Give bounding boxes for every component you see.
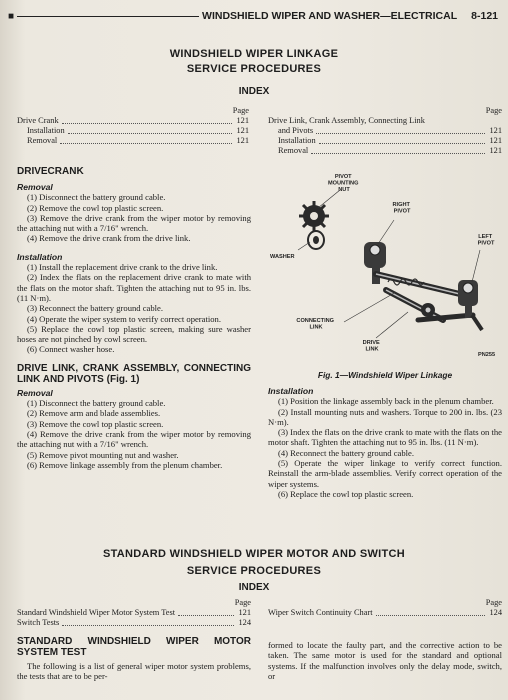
drivecrank-heading: DRIVECRANK xyxy=(17,166,84,177)
step: (5) Replace the cowl top plastic screen, making sure washer hoses are not pinched by cowl screen. xyxy=(17,323,251,345)
step: (4) Operate the wiper system to verify correct operation. xyxy=(27,313,221,324)
step: (2) Remove arm and blade assemblies. xyxy=(27,408,161,419)
motor-left-text xyxy=(17,636,251,682)
index-entry xyxy=(17,608,251,618)
index-entry xyxy=(268,608,502,618)
index-entry-page: 121 xyxy=(236,136,249,146)
label-connecting-link: CONNECTING LINK xyxy=(296,318,335,331)
step: (3) Remove the drive crank from the wiper motor by removing the attaching nut with a 7/16" wrench. xyxy=(17,212,251,234)
step: (1) Disconnect the battery ground cable. xyxy=(27,192,166,203)
motor-index-left xyxy=(17,598,251,628)
section-title: WINDSHIELD WIPER LINKAGE xyxy=(169,48,339,60)
index-entry xyxy=(268,126,502,136)
index-entry xyxy=(268,136,502,146)
step: (2) Index the flats on the replacement drive crank to mate with the flats on the motor shaft. Tighten the attaching nut to 95 in. lbs. (11 N·m). xyxy=(17,272,251,303)
motor-test-heading: STANDARD WINDSHIELD WIPER MOTOR SYSTEM TEST xyxy=(17,636,251,658)
figure-caption: Fig. 1—Windshield Wiper Linkage xyxy=(317,370,453,380)
installation-heading: Installation xyxy=(17,251,63,262)
index-entry-label: Standard Windshield Wiper Motor System Test xyxy=(17,608,176,618)
index-entry-label: Switch Tests xyxy=(17,618,60,628)
removal-heading: Removal xyxy=(17,387,53,398)
step: (1) Position the linkage assembly back in the plenum chamber. xyxy=(278,396,494,407)
pivot-nut-drawing xyxy=(299,201,329,231)
index-page-label: Page xyxy=(232,106,249,115)
label-washer: WASHER xyxy=(270,254,295,260)
step: (2) Install mounting nuts and washers. Torque to 200 in. lbs. (23 N·m). xyxy=(268,406,502,427)
section-subtitle: SERVICE PROCEDURES xyxy=(186,63,322,75)
step: (1) Install the replacement drive crank to the drive link. xyxy=(27,262,218,273)
motor-index-heading: INDEX xyxy=(238,582,270,593)
step: (6) Connect washer hose. xyxy=(27,344,115,355)
left-column xyxy=(17,166,251,470)
index-entry-label: Installation xyxy=(278,136,316,146)
installation-heading: Installation xyxy=(268,386,314,396)
index-heading: INDEX xyxy=(238,86,270,97)
index-entry-page: 124 xyxy=(238,618,251,628)
index-entry-label: Installation xyxy=(27,126,65,136)
wiper-linkage-figure xyxy=(268,170,502,368)
label-pivot-nut: PIVOT MOUNTING NUT xyxy=(327,174,359,193)
index-right xyxy=(268,106,502,156)
step: (4) Remove the drive crank from the drive link. xyxy=(27,233,191,244)
index-entry-page: 121 xyxy=(489,126,502,136)
motor-index-right xyxy=(268,598,502,618)
index-entry xyxy=(17,126,249,136)
index-entry xyxy=(268,146,502,156)
step: (5) Operate the wiper linkage to verify correct function. Reinstall the arm-blade assemblies. Verify correct operation of the wiper systems. xyxy=(268,458,502,489)
removal-heading: Removal xyxy=(17,182,53,192)
index-entry-label: Drive Crank xyxy=(17,116,59,126)
index-entry-label: and Pivots xyxy=(278,126,314,136)
paragraph: The following is a list of general wiper motor system problems, the tests that are to be per- xyxy=(17,661,251,682)
step: (6) Replace the cowl top plastic screen. xyxy=(278,488,414,499)
index-entry xyxy=(17,136,249,146)
index-entry-label: Drive Link, Crank Assembly, Connecting Link xyxy=(268,116,425,126)
label-left-pivot: LEFT PIVOT xyxy=(477,234,495,247)
index-entry-label: Removal xyxy=(278,146,309,156)
label-part-number: PN255 xyxy=(478,352,496,358)
label-right-pivot: RIGHT PIVOT xyxy=(392,202,411,215)
index-entry-page: 121 xyxy=(236,126,249,136)
index-page-label: Page xyxy=(485,106,502,115)
motor-right-text xyxy=(268,640,502,681)
index-page-label: Page xyxy=(234,598,251,607)
header-title: WINDSHIELD WIPER AND WASHER—ELECTRICAL xyxy=(202,10,458,22)
step: (5) Remove pivot mounting nut and washer. xyxy=(27,449,179,460)
index-entry xyxy=(17,116,249,126)
step: (4) Remove the drive crank from the wiper motor by removing the attaching nut with a 7/16" wrench. xyxy=(17,428,251,450)
paragraph: formed to locate the faulty part, and the corrective action to be taken. The same motor is used for the standard and optional systems. If the malfunction involves only the delay mode, switch, or xyxy=(268,640,502,681)
index-entry xyxy=(17,618,251,628)
index-entry-page: 121 xyxy=(489,136,502,146)
header-rule xyxy=(17,16,199,17)
step: (3) Reconnect the battery ground cable. xyxy=(27,303,164,314)
motor-section-title: STANDARD WINDSHIELD WIPER MOTOR AND SWITCH xyxy=(102,548,406,560)
step: (6) Remove linkage assembly from the plenum chamber. xyxy=(27,459,223,470)
step: (3) Index the flats on the drive crank to mate with the flats on the motor shaft. Tighten the attaching nut to 95 in. lbs. (11 N·m). xyxy=(268,427,502,448)
index-entry-page: 124 xyxy=(489,608,502,618)
step: (3) Remove the cowl top plastic screen. xyxy=(27,418,164,429)
index-entry-label: Removal xyxy=(27,136,58,146)
left-pivot-drawing xyxy=(458,280,482,330)
step: (2) Remove the cowl top plastic screen. xyxy=(27,202,164,213)
motor-section-subtitle: SERVICE PROCEDURES xyxy=(186,565,322,577)
drivelink-heading: DRIVE LINK, CRANK ASSEMBLY, CONNECTING LINK AND PIVOTS (Fig. 1) xyxy=(17,362,251,385)
header-page-number: 8-121 xyxy=(471,10,498,22)
page-mark: ■ xyxy=(8,10,15,22)
index-entry-page: 121 xyxy=(236,116,249,126)
label-drive-link: DRIVE LINK xyxy=(362,340,380,353)
step: (1) Disconnect the battery ground cable. xyxy=(27,398,166,409)
right-column xyxy=(268,386,502,499)
step: (4) Reconnect the battery ground cable. xyxy=(278,447,415,458)
index-entry-page: 121 xyxy=(489,146,502,156)
index-entry-label: Wiper Switch Continuity Chart xyxy=(268,608,373,618)
running-header xyxy=(8,8,498,24)
index-left xyxy=(17,106,249,146)
index-page-label: Page xyxy=(485,598,502,607)
index-entry-page: 121 xyxy=(238,608,251,618)
